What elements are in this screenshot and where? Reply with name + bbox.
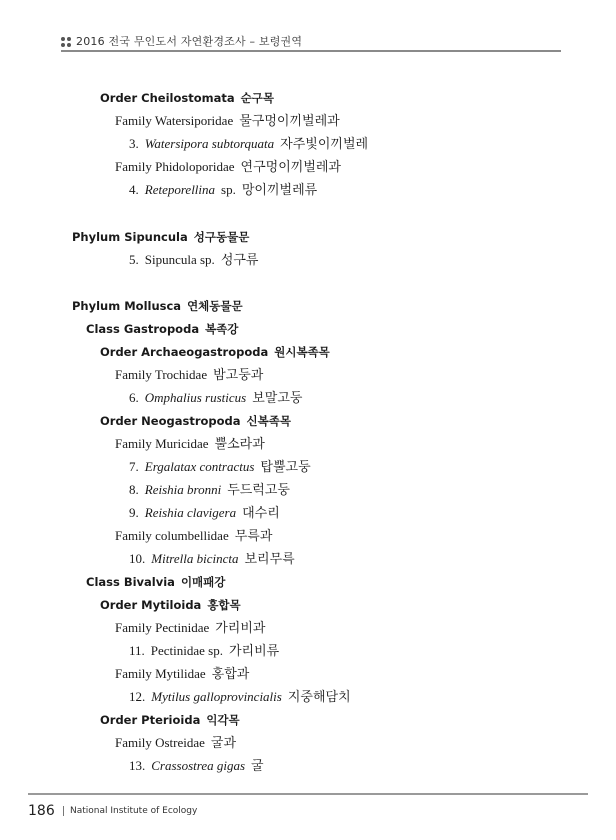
korean-name: 성구류 bbox=[220, 252, 259, 267]
entry-number: 7. bbox=[129, 459, 139, 474]
taxon-heading bbox=[115, 666, 249, 682]
taxon-heading bbox=[115, 367, 263, 383]
entry-number: 10. bbox=[129, 551, 146, 566]
taxon-name: Order Archaeogastropoda bbox=[100, 345, 269, 359]
species-entry bbox=[129, 182, 317, 198]
species-entry bbox=[129, 482, 290, 498]
scientific-name: Mytilus galloprovincialis bbox=[151, 689, 282, 704]
taxon-name: Family Trochidae bbox=[115, 367, 208, 382]
entry-number: 12. bbox=[129, 689, 146, 704]
footer-institute: National Institute of Ecology bbox=[70, 806, 198, 816]
korean-name: 밤고둥과 bbox=[213, 367, 264, 382]
species-entry bbox=[129, 136, 368, 152]
taxon-name: Family Pectinidae bbox=[115, 620, 210, 635]
scientific-name: Reishia clavigera bbox=[144, 505, 237, 520]
korean-name: 홍합목 bbox=[207, 598, 241, 612]
taxon-heading bbox=[100, 413, 291, 429]
taxon-heading bbox=[115, 528, 272, 544]
taxon-name: Family Muricidae bbox=[115, 436, 209, 451]
header-title: 2016 전국 무인도서 자연환경조사 – 보령권역 bbox=[76, 35, 303, 48]
scientific-name: Reishia bronni bbox=[144, 482, 222, 497]
taxon-heading bbox=[72, 298, 243, 314]
taxon-suffix: sp. bbox=[221, 182, 236, 197]
korean-name: 홍합과 bbox=[211, 666, 250, 681]
entry-number: 13. bbox=[129, 758, 146, 773]
scientific-name: Watersipora subtorquata bbox=[144, 136, 275, 151]
entry-number: 11. bbox=[129, 643, 145, 658]
taxon-heading bbox=[100, 90, 274, 106]
taxon-name: Order Neogastropoda bbox=[100, 414, 241, 428]
taxon-heading bbox=[100, 597, 241, 613]
korean-name: 익각목 bbox=[206, 713, 240, 727]
species-entry bbox=[129, 459, 311, 475]
korean-name: 뿔소라과 bbox=[214, 436, 265, 451]
taxon-name: Order Mytiloida bbox=[100, 598, 202, 612]
korean-name: 순구목 bbox=[240, 91, 274, 105]
scientific-name: Reteporellina bbox=[144, 182, 216, 197]
korean-name: 두드럭고둥 bbox=[227, 482, 290, 497]
korean-name: 대수리 bbox=[242, 505, 280, 520]
species-entry bbox=[129, 252, 259, 268]
korean-name: 복족강 bbox=[205, 322, 239, 336]
korean-name: 연체동물문 bbox=[187, 299, 243, 313]
species-entry bbox=[129, 643, 279, 659]
korean-name: 굴과 bbox=[210, 735, 237, 750]
korean-name: 지중해담치 bbox=[287, 689, 351, 704]
taxon-heading bbox=[86, 574, 225, 590]
korean-name: 무륵과 bbox=[234, 528, 273, 543]
taxon-heading bbox=[100, 344, 330, 360]
species-entry bbox=[129, 390, 302, 406]
taxon-name: Family Mytilidae bbox=[115, 666, 206, 681]
taxon-heading bbox=[115, 113, 340, 129]
taxon-heading bbox=[72, 229, 249, 245]
entry-number: 5. bbox=[129, 252, 139, 267]
entry-number: 9. bbox=[129, 505, 139, 520]
taxon-name: Family columbellidae bbox=[115, 528, 229, 543]
taxon-name: Order Cheilostomata bbox=[100, 91, 235, 105]
taxon-name: Class Bivalvia bbox=[86, 575, 175, 589]
footer-separator bbox=[63, 806, 64, 816]
korean-name: 이매패강 bbox=[180, 575, 226, 589]
scientific-name: Crassostrea gigas bbox=[151, 758, 246, 773]
korean-name: 성구동물문 bbox=[193, 230, 250, 244]
footer-rule bbox=[28, 793, 588, 795]
taxon-name: Phylum Mollusca bbox=[72, 299, 182, 313]
taxon-name: Phylum Sipuncula bbox=[72, 230, 188, 244]
korean-name: 신복족목 bbox=[246, 414, 291, 428]
taxon-heading bbox=[86, 321, 238, 337]
taxon-heading bbox=[115, 159, 341, 175]
korean-name: 자주빛이끼벌레 bbox=[280, 136, 369, 151]
korean-name: 보리무륵 bbox=[244, 551, 295, 566]
species-entry bbox=[129, 505, 280, 521]
taxon-heading bbox=[115, 620, 265, 636]
taxon-heading bbox=[115, 436, 265, 452]
taxon-heading bbox=[100, 712, 240, 728]
taxon-name: Pectinidae sp. bbox=[150, 643, 223, 658]
scientific-name: Mitrella bicincta bbox=[151, 551, 239, 566]
korean-name: 굴 bbox=[251, 758, 264, 773]
korean-name: 탑뿔고둥 bbox=[260, 459, 311, 474]
entry-number: 8. bbox=[129, 482, 139, 497]
taxon-name: Family Phidoloporidae bbox=[115, 159, 235, 174]
entry-number: 6. bbox=[129, 390, 139, 405]
korean-name: 망이끼벌레류 bbox=[241, 182, 318, 197]
korean-name: 보말고둥 bbox=[252, 390, 303, 405]
entry-number: 4. bbox=[129, 182, 139, 197]
species-entry bbox=[129, 689, 351, 705]
korean-name: 원시복족목 bbox=[274, 345, 330, 359]
entry-number: 3. bbox=[129, 136, 139, 151]
taxon-name: Family Watersiporidae bbox=[115, 113, 234, 128]
korean-name: 연구멍이끼벌레과 bbox=[240, 159, 341, 174]
taxon-name: Class Gastropoda bbox=[86, 322, 200, 336]
taxon-name: Sipuncula sp. bbox=[144, 252, 215, 267]
korean-name: 가리비류 bbox=[229, 643, 280, 658]
taxon-name: Order Pterioida bbox=[100, 713, 201, 727]
scientific-name: Ergalatax contractus bbox=[144, 459, 255, 474]
page-number: 186 bbox=[28, 803, 55, 819]
scientific-name: Omphalius rusticus bbox=[144, 390, 247, 405]
taxon-name: Family Ostreidae bbox=[115, 735, 205, 750]
taxon-heading bbox=[115, 735, 236, 751]
species-entry bbox=[129, 758, 264, 774]
species-entry bbox=[129, 551, 295, 567]
korean-name: 가리비과 bbox=[215, 620, 266, 635]
korean-name: 물구멍이끼벌레과 bbox=[239, 113, 340, 128]
